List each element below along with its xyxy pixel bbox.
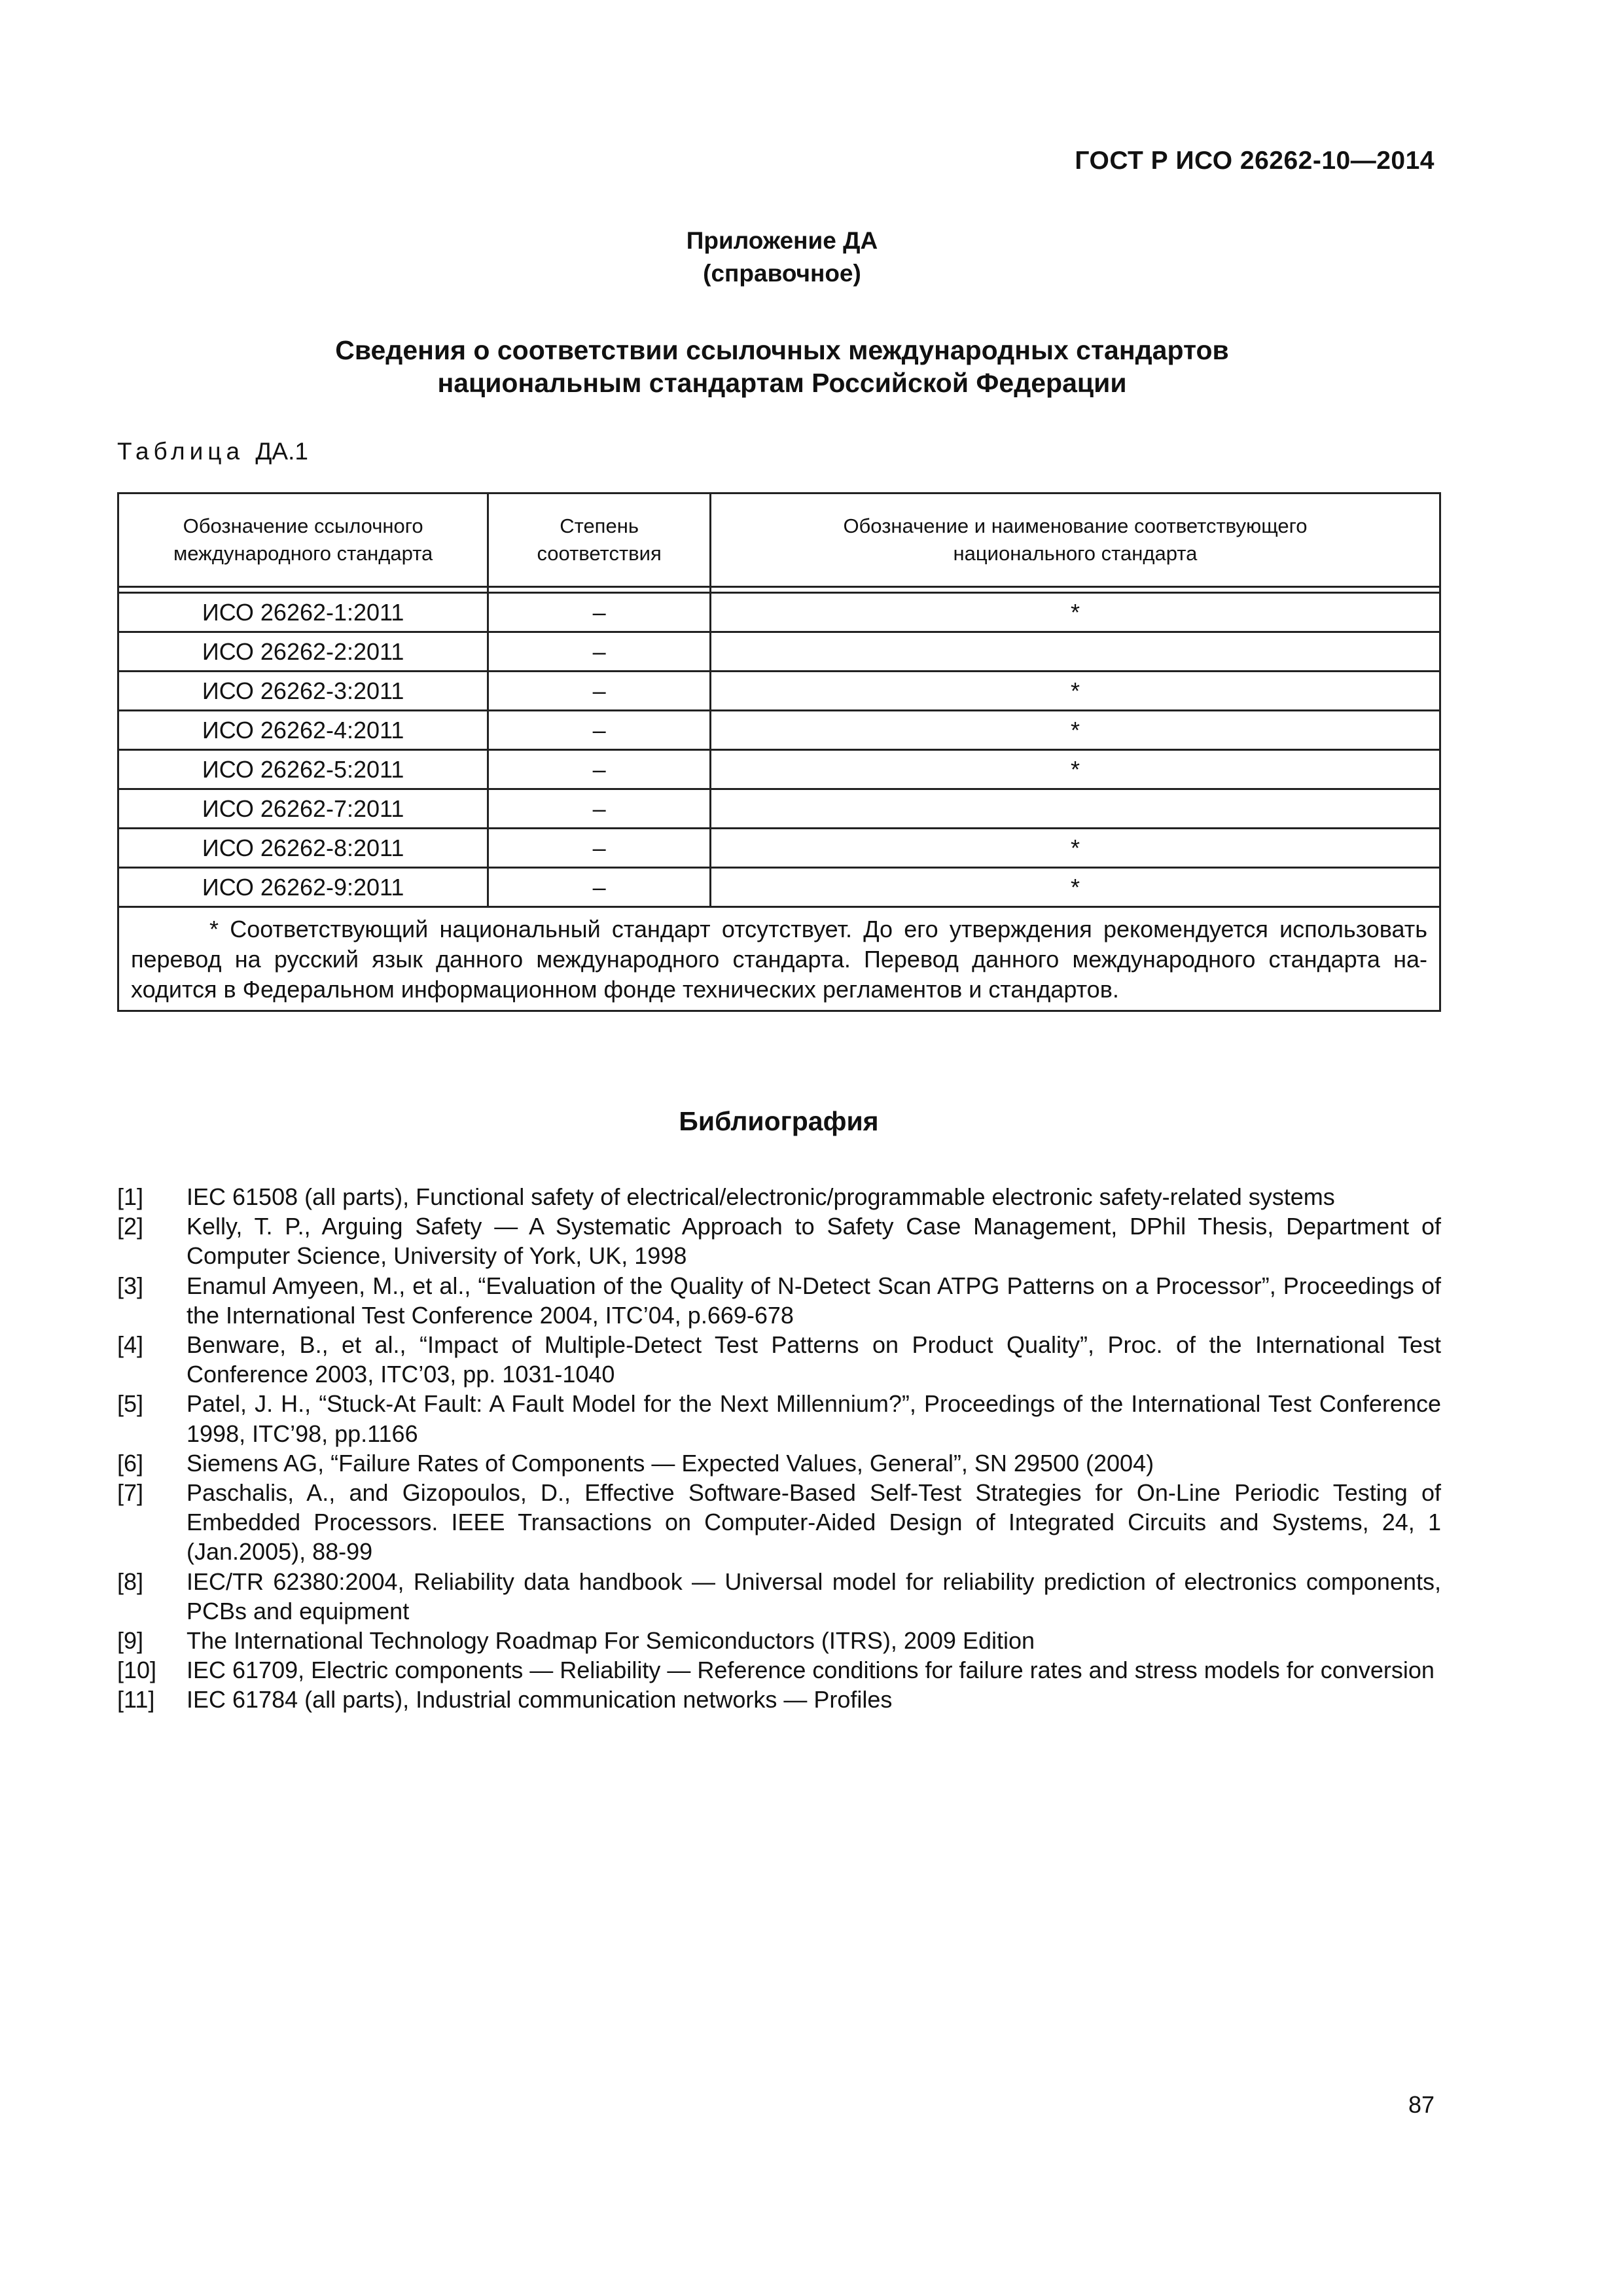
bibliography-number: [1]: [117, 1183, 144, 1210]
header-line: Степень: [560, 514, 639, 537]
bibliography-number: [6]: [117, 1449, 144, 1477]
bibliography-number: [3]: [117, 1272, 144, 1299]
cell-degree: –: [488, 711, 711, 750]
cell-standard: ИСО 26262-3:2011: [118, 672, 488, 711]
section-title-line-2: национальным стандартам Российской Федерации: [437, 368, 1127, 398]
table-row: [118, 868, 1440, 907]
cell-degree: –: [488, 789, 711, 829]
bibliography-item: [117, 1271, 1441, 1330]
cell-standard: ИСО 26262-5:2011: [118, 750, 488, 789]
bibliography-number: [5]: [117, 1390, 144, 1418]
cell-degree: –: [488, 593, 711, 632]
bibliography-number: [7]: [117, 1479, 144, 1507]
section-title-line-1: Сведения о соответствии ссылочных международных стандартов: [335, 335, 1229, 365]
bibliography-text: Benware, B., et al., “Impact of Multiple-Detect Test Patterns on Product Quality”, Proc. of the International Test Conference 2003, ITC’03, pp. 1031-1040: [187, 1331, 1441, 1388]
table-header-row: [118, 493, 1440, 587]
cell-standard: ИСО 26262-7:2011: [118, 789, 488, 829]
header-line: Обозначение ссылочного: [183, 514, 423, 537]
table-caption-label: Таблица: [117, 438, 245, 465]
header-line: международного стандарта: [173, 542, 433, 565]
table-caption-number: ДА.1: [255, 438, 308, 465]
bibliography-item: [117, 1567, 1441, 1626]
cell-national: *: [710, 750, 1440, 789]
bibliography-item: [117, 1448, 1441, 1478]
header-degree: [488, 493, 711, 587]
bibliography-text: Kelly, T. P., Arguing Safety — A Systematic Approach to Safety Case Management, DPhil Thesis, Department of Computer Science, University of York, UK, 1998: [187, 1213, 1441, 1270]
header-line: национального стандарта: [953, 542, 1198, 565]
table-row: [118, 672, 1440, 711]
table-caption: [117, 438, 308, 465]
bibliography-text: IEC 61508 (all parts), Functional safety of electrical/electronic/programmable electronic safety-related systems: [187, 1183, 1335, 1210]
bibliography-number: [8]: [117, 1568, 144, 1595]
bibliography-item: [117, 1211, 1441, 1270]
table-row: [118, 789, 1440, 829]
cell-standard: ИСО 26262-2:2011: [118, 632, 488, 672]
bibliography-text: Paschalis, A., and Gizopoulos, D., Effective Software-Based Self-Test Strategies for On-Line Periodic Testing of Embedded Processors. IEEE Transactions on Computer-Aided Design of Integrated Circuits and Systems, 24, 1 (Jan.2005), 88-99: [187, 1479, 1441, 1566]
table-row: [118, 711, 1440, 750]
bibliography-text: The International Technology Roadmap For Semiconductors (ITRS), 2009 Edition: [187, 1627, 1035, 1655]
header-line: соответствия: [537, 542, 662, 565]
table-footnote: [118, 907, 1440, 1011]
cell-standard: ИСО 26262-8:2011: [118, 829, 488, 868]
bibliography-number: [4]: [117, 1331, 144, 1359]
appendix-label: Приложение ДА: [686, 227, 878, 254]
separator-cell: [118, 587, 488, 593]
table-row: [118, 750, 1440, 789]
bibliography-text: IEC/TR 62380:2004, Reliability data handbook — Universal model for reliability prediction of electronics components, PCBs and equipment: [187, 1568, 1441, 1624]
cell-standard: ИСО 26262-1:2011: [118, 593, 488, 632]
appendix-title: [0, 224, 1564, 290]
table-row: [118, 593, 1440, 632]
cell-degree: –: [488, 672, 711, 711]
table-footnote-row: [118, 907, 1440, 1011]
header-national-standard: [710, 493, 1440, 587]
cell-national: *: [710, 593, 1440, 632]
separator-cell: [488, 587, 711, 593]
cell-standard: ИСО 26262-4:2011: [118, 711, 488, 750]
bibliography-item: [117, 1389, 1441, 1448]
bibliography-list: [117, 1182, 1441, 1715]
separator-cell: [710, 587, 1440, 593]
bibliography-text: Enamul Amyeen, M., et al., “Evaluation of the Quality of N-Detect Scan ATPG Patterns on a Processor”, Proceedings of the International Test Conference 2004, ITC’04, p.669-678: [187, 1272, 1441, 1329]
bibliography-text: IEC 61709, Electric components — Reliability — Reference conditions for failure rates and stress models for conversion: [187, 1657, 1435, 1684]
bibliography-item: [117, 1182, 1441, 1211]
bibliography-number: [10]: [117, 1657, 157, 1684]
cell-national: *: [710, 711, 1440, 750]
bibliography-item: [117, 1478, 1441, 1567]
cell-national: *: [710, 868, 1440, 907]
bibliography-title: Библиография: [679, 1106, 879, 1136]
bibliography-number: [9]: [117, 1627, 144, 1655]
cell-national: [710, 789, 1440, 829]
bibliography-text: Patel, J. H., “Stuck-At Fault: A Fault Model for the Next Millennium?”, Proceedings of the International Test Conference 1998, ITC’98, pp.1166: [187, 1390, 1441, 1447]
cell-national: *: [710, 829, 1440, 868]
bibliography-text: IEC 61784 (all parts), Industrial communication networks — Profiles: [187, 1686, 893, 1713]
header-international-standard: [118, 493, 488, 587]
cell-degree: –: [488, 750, 711, 789]
cell-national: *: [710, 672, 1440, 711]
cell-degree: –: [488, 868, 711, 907]
document-code-header: ГОСТ Р ИСО 26262-10—2014: [1075, 147, 1435, 175]
cell-national: [710, 632, 1440, 672]
bibliography-item: [117, 1330, 1441, 1389]
bibliography-number: [2]: [117, 1213, 144, 1240]
standards-correspondence-table: [117, 492, 1441, 1012]
bibliography-number: [11]: [117, 1686, 155, 1713]
bibliography-item: [117, 1626, 1441, 1655]
table-row: [118, 632, 1440, 672]
bibliography-item: [117, 1655, 1441, 1685]
bibliography-item: [117, 1685, 1441, 1714]
table-row: [118, 829, 1440, 868]
header-line: Обозначение и наименование соответствующего: [843, 514, 1308, 537]
footnote-text: * Соответствующий национальный стандарт отсутствует. До его утверждения рекомендуется использовать перевод на русский язык данного международного стандарта. Перевод данного международного стандарта на-ходится в Федеральном информационном фонде технических регламентов и стандартов.: [131, 916, 1427, 1003]
page-number: 87: [1408, 2091, 1435, 2118]
cell-standard: ИСО 26262-9:2011: [118, 868, 488, 907]
cell-degree: –: [488, 829, 711, 868]
appendix-type: (справочное): [703, 260, 861, 287]
section-title: [0, 334, 1564, 399]
bibliography-text: Siemens AG, “Failure Rates of Components — Expected Values, General”, SN 29500 (2004): [187, 1449, 1154, 1477]
header-separator: [118, 587, 1440, 593]
cell-degree: –: [488, 632, 711, 672]
